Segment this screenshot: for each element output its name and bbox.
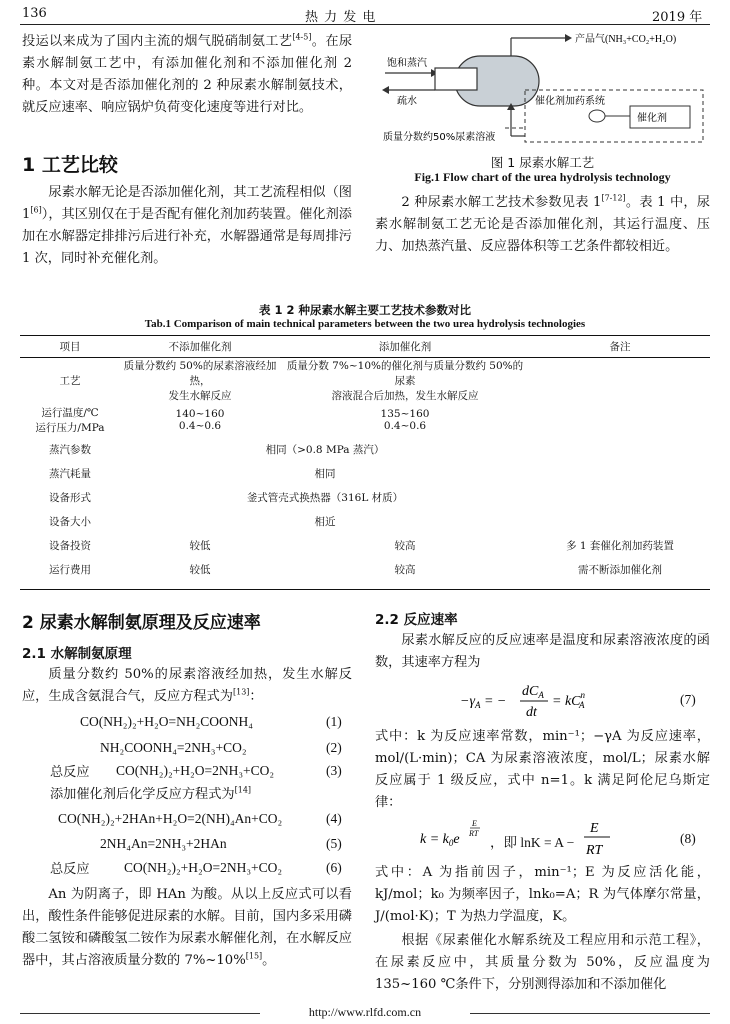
table-cell-item: 设备投资: [49, 539, 91, 552]
table-row: [20, 403, 710, 437]
section22-title: 2.2 反应速率: [375, 612, 458, 628]
section22-paragraph-4: 根据《尿素催化水解系统及工程应用和示范工程》，在尿素反应中，其质量分数为 50%，反应温度为 135~160 ℃条件下，分别测得添加和不添加催化: [375, 933, 710, 992]
ref-7-12[interactable]: [7-12]: [601, 193, 626, 203]
table-cell-note: [530, 485, 710, 509]
table-row: [20, 358, 710, 404]
figure1-diagram: [375, 28, 710, 148]
equation-8-number: (8): [680, 831, 696, 846]
table-bottom-rule: [20, 589, 710, 590]
svg-text:−γA = −: $-\gamma_A$ = −: [460, 694, 507, 710]
section1-title: 1 工艺比较: [22, 154, 118, 176]
figure1-caption-en: Fig.1 Flow chart of the urea hydrolysis technology: [414, 170, 671, 184]
table-header-catalyst: 添加催化剂: [378, 341, 432, 353]
equation-4: CO(NH₂)₂+2HAn+H₂O=2(NH)₄An+CO₂: [58, 811, 283, 826]
table-cell-item: 设备大小: [49, 515, 91, 528]
section2-title: 2 尿素水解制氨原理及反应速率: [22, 613, 261, 633]
figure1-caption-cn: 图 1 尿素水解工艺: [490, 155, 595, 170]
svg-text:dt: dt: [526, 705, 537, 720]
svg-text:E: E: [590, 821, 599, 836]
arrow-right-icon: [565, 34, 572, 42]
equation-5-number: (5): [326, 836, 342, 851]
section1-paragraph: [22, 182, 352, 270]
label-drain: 疏水: [397, 96, 417, 107]
label-dosing-system: 催化剂加药系统: [535, 96, 605, 107]
label-catalyst: 催化剂: [637, 113, 667, 124]
table-cell-note: 多 1 套催化剂加药装置: [566, 539, 674, 552]
pump-icon: [589, 110, 605, 122]
table-cell-item: 运行费用: [49, 563, 91, 576]
page-number: 136: [22, 6, 47, 21]
table-row: [20, 533, 710, 557]
table-cell-catalyst: 质量分数 7%~10%的催化剂与质量分数约 50%的尿素 溶液混合后加热，发生水解反应: [286, 360, 524, 402]
table-cell-catalyst: 135~160 0.4~0.6: [380, 408, 430, 432]
equation-7: [460, 680, 640, 720]
svg-text:dCA: $dC_A$: [522, 684, 544, 700]
table-cell-note: [530, 461, 710, 485]
table-cell-item: 蒸汽耗量: [49, 467, 91, 480]
label-product-gas: 产品气(NH₃+CO₂+H₂O): [575, 34, 677, 45]
section21-paragraph: [22, 664, 352, 708]
section21-p2-text-b: 。: [262, 953, 276, 968]
section1-text-a: 尿素水解无论是否添加催化剂，其工艺流程相似（图 1: [22, 185, 352, 222]
equation-7-number: (7): [680, 692, 696, 707]
table-cell-note: [530, 403, 710, 437]
intro-end: 。: [311, 34, 326, 49]
equation-3: CO(NH₂)₂+H₂O=2NH₃+CO₂: [116, 763, 275, 778]
section21-title: 2.1 水解制氨原理: [22, 646, 132, 662]
ref-4-5[interactable]: [4-5]: [292, 32, 312, 42]
table-cell-item: 设备形式: [49, 491, 91, 504]
equation-6-label: 总反应: [50, 862, 90, 877]
table-cell-note: [530, 509, 710, 533]
equation-1: CO(NH₂)₂+H₂O=NH₂COONH₄: [80, 714, 254, 729]
table-cell-catalyst: 较高: [394, 539, 416, 552]
footer-rule-right: [470, 1013, 710, 1014]
equation-3-number: (3): [326, 763, 342, 778]
table-cell-no-catalyst: 140~160 0.4~0.6: [175, 408, 225, 432]
arrow-left-icon: [382, 86, 389, 94]
table-cell-note: [530, 358, 710, 404]
section22-paragraph-2: 式中：k 为反应速率常数，min⁻¹；−γA 为反应速率，mol/(L·min)；CA 为尿素溶液浓度，mol/L；尿素水解反应属于 1 级反应，式中 n=1。k 满足阿伦尼乌斯定律：: [375, 729, 710, 810]
header-rule: [20, 24, 710, 25]
table-cell-note: [530, 437, 710, 461]
flow-chart-svg: [375, 28, 710, 148]
table-cell-item: 运行温度/℃ 运行压力/MPa: [35, 407, 105, 434]
section21-p2-text-a: An 为阴离子，即 HAn 为酸。从以上反应式可以看出，酸性条件能够促进尿素的水解。目前，国内多采用磷酸二氢铵和磷酸氢二铵作为尿素水解催化剂，在水解反应器中，其占溶液质量分数的 7%~10%: [22, 887, 352, 968]
svg-text:RT: RT: [586, 843, 603, 858]
table-cell-item: 蒸汽参数: [49, 443, 91, 456]
journal-year: 2019 年: [652, 10, 703, 25]
table-cell-merged: 相同（>0.8 MPa 蒸汽）: [265, 443, 385, 456]
svg-text:RT: RT: [469, 829, 479, 838]
table1: [20, 335, 710, 581]
equation-5: 2NH₄An=2NH₃+2HAn: [100, 836, 227, 851]
section21-paragraph-2: [22, 884, 352, 972]
table1-caption-cn: 表 1 2 种尿素水解主要工艺技术参数对比: [258, 303, 471, 317]
table-row: [20, 485, 710, 509]
catalyst-equation-intro: [50, 784, 251, 806]
equation-2: NH₂COONH₄=2NH₃+CO₂: [100, 740, 247, 755]
ref-6[interactable]: [6]: [30, 205, 42, 215]
equation-4-number: (4): [326, 811, 342, 826]
table-intro-text-b: 。表 1 中，尿素水解制氨工艺无论是否添加催化剂，其运行温度、压力、加热蒸汽量、反应器体积等工艺条件都较相近。: [375, 195, 710, 254]
footer-url[interactable]: http://www.rlfd.com.cn: [308, 1005, 422, 1019]
ref-15[interactable]: [15]: [245, 951, 263, 961]
journal-name: 热 力 发 电: [305, 10, 377, 25]
table-cell-catalyst: 较高: [394, 563, 416, 576]
table-intro-paragraph: [375, 192, 710, 258]
section21-text-b: ：: [249, 689, 263, 704]
equation-3-label: 总反应: [50, 765, 90, 780]
svg-text:k = k0e: $k = k_0e$: [420, 832, 460, 848]
table-cell-merged: 相同: [314, 467, 336, 480]
table-row: [20, 461, 710, 485]
table-header-no-catalyst: 不添加催化剂: [120, 336, 280, 358]
table-row: [20, 437, 710, 461]
equation-2-number: (2): [326, 740, 342, 755]
intro-paragraph: [22, 31, 352, 119]
svg-text:E: E: [472, 819, 477, 828]
section1-text-b: ），其区别仅在于是否配有催化剂加药装置。催化剂添加在水解器定排排污后进行补充，水解器通常是每周排污 1 次，同时补充催化剂。: [22, 207, 352, 266]
table-cell-merged: 釜式管壳式换热器（316L 材质）: [246, 491, 404, 504]
section22-paragraph-3: 式中：A 为指前因子，min⁻¹；E 为反应活化能，kJ/mol；k₀ 为频率因子，lnk₀=A；R 为气体摩尔常量，J/(mol·K)；T 为热力学温度，K。: [375, 865, 710, 924]
ref-14[interactable]: [14]: [234, 785, 252, 795]
equation-6: CO(NH₂)₂+H₂O=2NH₃+CO₂: [124, 860, 283, 875]
table-row: [20, 509, 710, 533]
table-cell-no-catalyst: 较低: [189, 563, 211, 576]
table1-caption-en: Tab.1 Comparison of main technical parameters between the two urea hydrolysis technologies: [144, 318, 586, 330]
intro-text-2: 在尿素水解制氨工艺中，有添加催化剂和不添加催化剂 2 种。本文对是否添加催化剂的 2 种尿素水解制氨技术，就反应速率、响应锅炉负荷变化速度等进行对比。: [22, 34, 353, 115]
table-header-item: 项目: [59, 341, 81, 353]
table-cell-note: 需不断添加催化剂: [578, 563, 662, 576]
label-urea: 质量分数约50%尿素溶液: [383, 132, 496, 143]
equation-8-mid: ，即 lnK = A −: [490, 835, 575, 850]
equation-1-number: (1): [326, 714, 342, 729]
section21-text-a: 质量分数约 50%的尿素溶液经加热，发生水解反应，生成含氨混合气，反应方程式为: [22, 667, 352, 704]
svg-text:= kCnA: = $kC^n$ A: [552, 690, 585, 710]
label-steam: 饱和蒸汽: [387, 58, 427, 69]
ref-13[interactable]: [13]: [233, 687, 250, 697]
equation-6-number: (6): [326, 860, 342, 875]
table-row: [20, 557, 710, 581]
catalyst-eq-intro-text: 添加催化剂后化学反应方程式为: [50, 787, 235, 802]
table-cell-item: 工艺: [59, 375, 81, 387]
heating-coil: [435, 68, 477, 90]
table-intro-text-a: 2 种尿素水解工艺技术参数见表 1: [401, 195, 602, 210]
table-cell-no-catalyst: 较低: [189, 539, 211, 552]
table-cell-merged: 相近: [314, 515, 336, 528]
section22-paragraph-1: 尿素水解反应的反应速率是温度和尿素溶液浓度的函数，其速率方程为: [375, 633, 710, 670]
intro-text-1: 投运以来成为了国内主流的烟气脱硝制氨工艺: [22, 34, 293, 49]
equation-7-svg: [460, 680, 640, 720]
table-header-note: 备注: [609, 341, 631, 353]
table-cell-no-catalyst: 质量分数约 50%的尿素溶液经加热， 发生水解反应: [123, 360, 277, 402]
